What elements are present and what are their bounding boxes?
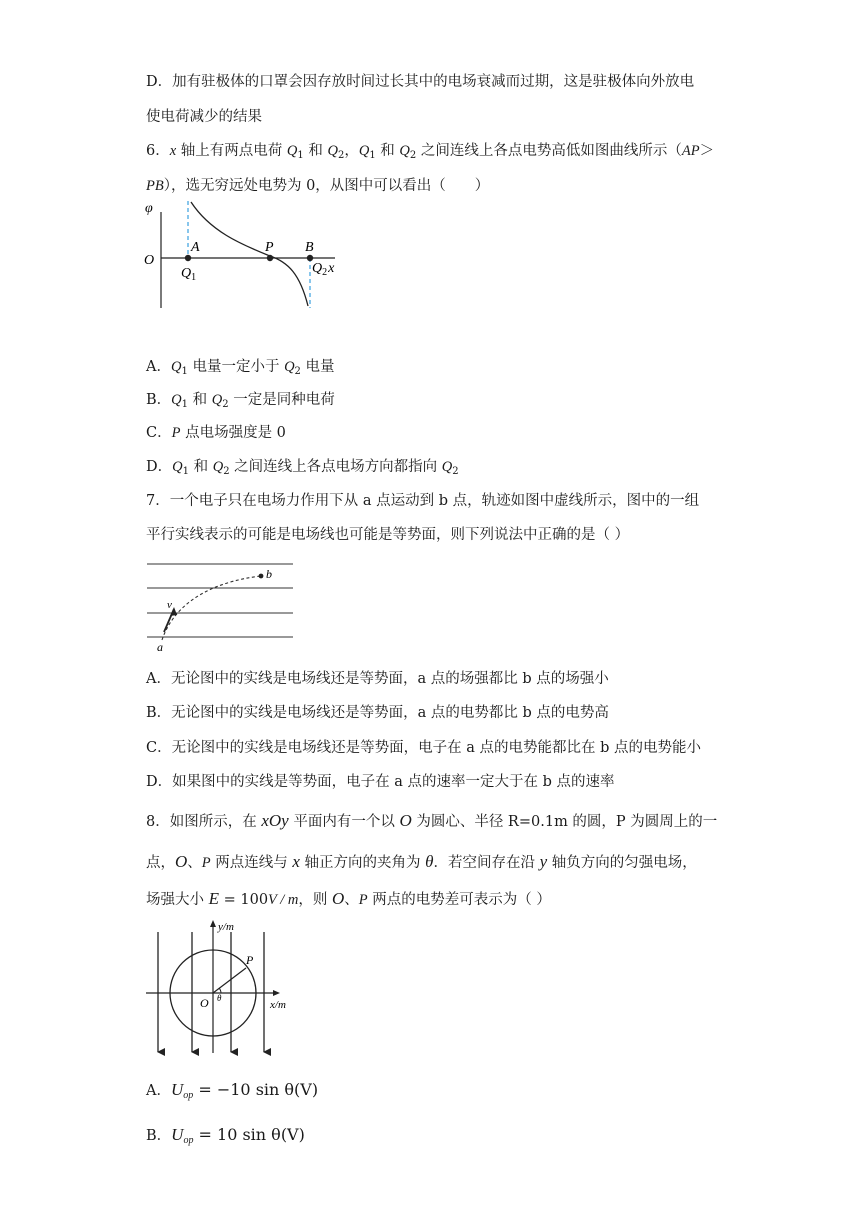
q7-label-b: b	[266, 567, 272, 581]
q8-stem-line1: 8．如图所示，在 xOy 平面内有一个以 O 为圆心、半径 R=0.1m 的圆，P 为圆周上的一	[146, 811, 718, 830]
q5-option-d-line1: D．加有驻极体的口罩会因存放时间过长其中的电场衰减而过期，这是驻极体向外放电	[146, 74, 695, 90]
q7-option-b: B．无论图中的实线是电场线还是等势面，a 点的电势都比 b 点的电势高	[146, 705, 609, 721]
q6-point-a	[185, 255, 191, 261]
q6-potential-figure	[140, 196, 360, 331]
q6-point-p	[267, 255, 273, 261]
q7-stem-line1: 7．一个电子只在电场力作用下从 a 点运动到 b 点，轨迹如图中虚线所示，图中的一组	[146, 493, 700, 509]
q8-label-x: x/m	[270, 999, 286, 1011]
q7-option-d: D．如果图中的实线是等势面，电子在 a 点的速率一定大于在 b 点的速率	[146, 774, 615, 790]
q7-stem-line2: 平行实线表示的可能是电场线也可能是等势面，则下列说法中正确的是（ ）	[146, 527, 630, 543]
q8-radius-op	[213, 968, 246, 993]
q6-label-b: B	[305, 240, 314, 255]
q6-label-p: P	[265, 240, 274, 255]
q8-option-b: B．$U_{op} = 10$ sin θ(V)	[146, 1125, 305, 1146]
q6-label-q2: $Q_2x$	[312, 261, 335, 278]
q6-label-a: A	[191, 240, 200, 255]
q6-potential-curve	[191, 202, 308, 306]
q7-option-a: A．无论图中的实线是电场线还是等势面，a 点的场强都比 b 点的场强小	[146, 671, 609, 687]
q6-option-b: B．$Q_1$ 和 $Q_2$ 一定是同种电荷	[146, 392, 335, 410]
q8-stem-line2: 点，O、P 两点连线与 x 轴正方向的夹角为 θ．若空间存在沿 y 轴负方向的匀强电场，	[146, 852, 697, 871]
q8-label-o: O	[200, 996, 209, 1010]
q6-label-q1: $Q_1$	[181, 266, 197, 283]
q7-trajectory-figure	[140, 556, 300, 656]
q7-option-c: C．无论图中的实线是电场线还是等势面，电子在 a 点的电势能都比在 b 点的电势能小	[146, 740, 701, 756]
q8-label-p: P	[246, 953, 254, 967]
q8-label-theta: θ	[217, 993, 222, 1003]
q5-option-d-line2: 使电荷减少的结果	[146, 109, 262, 125]
q6-option-a: A．$Q_1$ 电量一定小于 $Q_2$ 电量	[146, 359, 335, 377]
q6-stem-line1: 6．x 轴上有两点电荷 $Q_1$ 和 $Q_2$，$Q_1$ 和 $Q_2$ 之间连线上各点电势高低如图曲线所示（AP＞	[146, 143, 715, 161]
q6-option-c: C．P 点电场强度是 0	[146, 425, 286, 441]
q7-dashed-trajectory	[162, 576, 261, 640]
q8-label-y: y/m	[218, 921, 234, 933]
q8-stem-line3: 场强大小 E = 100V / m，则 O、P 两点的电势差可表示为（ ）	[146, 889, 551, 908]
q7-label-a: a	[157, 640, 163, 654]
q7-point-b	[259, 574, 264, 579]
q6-phi-label: φ	[145, 201, 153, 216]
q6-origin-label: O	[144, 253, 155, 268]
q6-stem-line2: PB），选无穷远处电势为 0，从图中可以看出（ ）	[146, 178, 490, 194]
q8-circle-field-figure	[142, 918, 312, 1058]
q7-label-v: v	[167, 599, 172, 611]
q6-option-d: D．$Q_1$ 和 $Q_2$ 之间连线上各点电场方向都指向 $Q_2$	[146, 459, 459, 477]
q8-option-a: A．$U_{op} = -10$ sin θ(V)	[146, 1080, 319, 1101]
